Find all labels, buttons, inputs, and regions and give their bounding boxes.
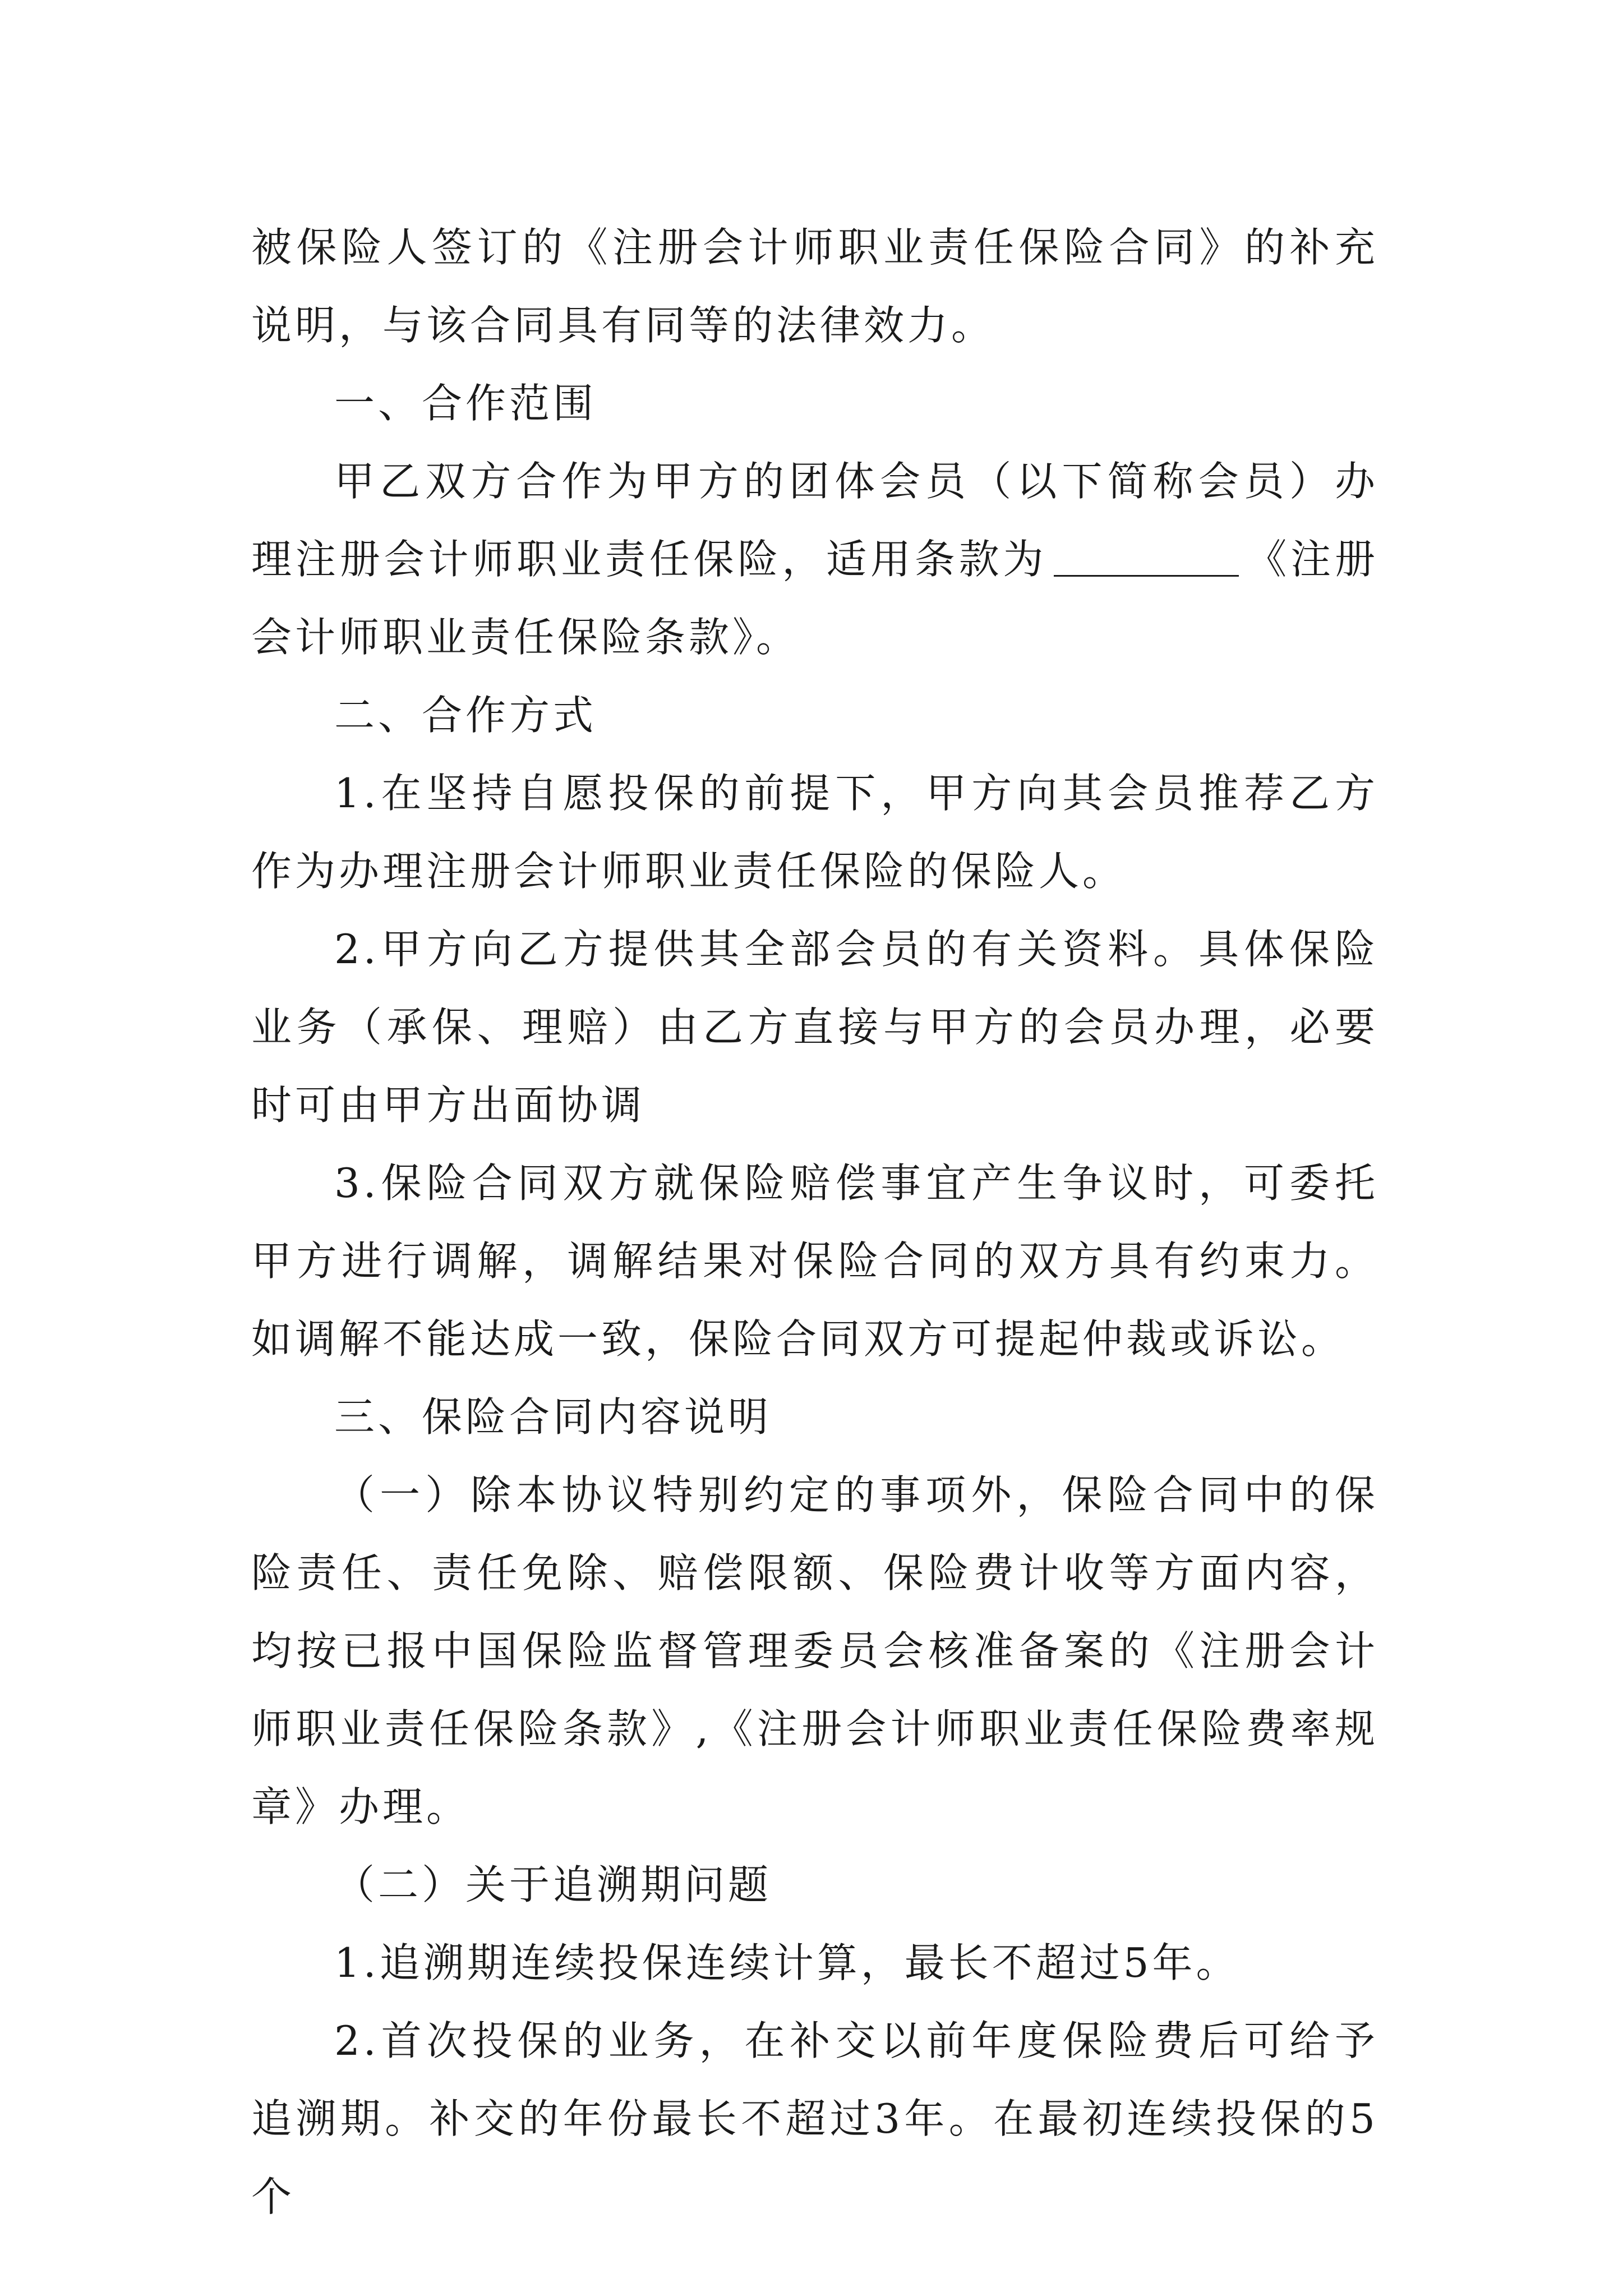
section-heading-1: 一、合作范围 [334,380,597,427]
paragraph-method-1: 1.在坚持自愿投保的前提下，甲方向其会员推荐乙方作为办理注册会计师职业责任保险的保险人。 [251,770,1378,895]
document-page [251,209,1378,2236]
paragraph-contract-1: （一）除本协议特别约定的事项外，保险合同中的保险责任、责任免除、赔偿限额、保险费计收等方面内容，均按已报中国保险监督管理委员会核准备案的《注册会计师职业责任保险条款》,《注册会计师职业责任保险费率规章》办理。 [251,1471,1378,1830]
fill-in-blank[interactable] [1054,535,1239,577]
paragraph-method-2: 2.甲方向乙方提供其全部会员的有关资料。具体保险业务（承保、理赔）由乙方直接与甲方的会员办理，必要时可由甲方出面协调 [251,926,1378,1129]
paragraph-retro-2: 2.首次投保的业务，在补交以前年度保险费后可给予追溯期。补交的年份最长不超过3年。在最初连续投保的5个 [251,2017,1378,2220]
paragraph-scope [251,443,1378,677]
paragraph-method-3: 3.保险合同双方就保险赔偿事宜产生争议时，可委托甲方进行调解，调解结果对保险合同的双方具有约束力。如调解不能达成一致，保险合同双方可提起仲裁或诉讼。 [251,1159,1378,1363]
paragraph-intro: 被保险人签订的《注册会计师职业责任保险合同》的补充说明，与该合同具有同等的法律效力。 [251,224,1378,349]
paragraph-scope-text-b: 《注册会计师职业责任保险条款》。 [251,536,1378,661]
subsection-heading-2: （二）关于追溯期问题 [334,1861,772,1908]
paragraph-retro-1: 1.追溯期连续投保连续计算，最长不超过5年。 [334,1939,1240,1986]
section-heading-2: 二、合作方式 [334,692,597,739]
section-heading-3: 三、保险合同内容说明 [334,1393,772,1441]
paragraph-scope-text-a: 甲乙双方合作为甲方的团体会员（以下简称会员）办理注册会计师职业责任保险，适用条款为 [251,458,1378,583]
